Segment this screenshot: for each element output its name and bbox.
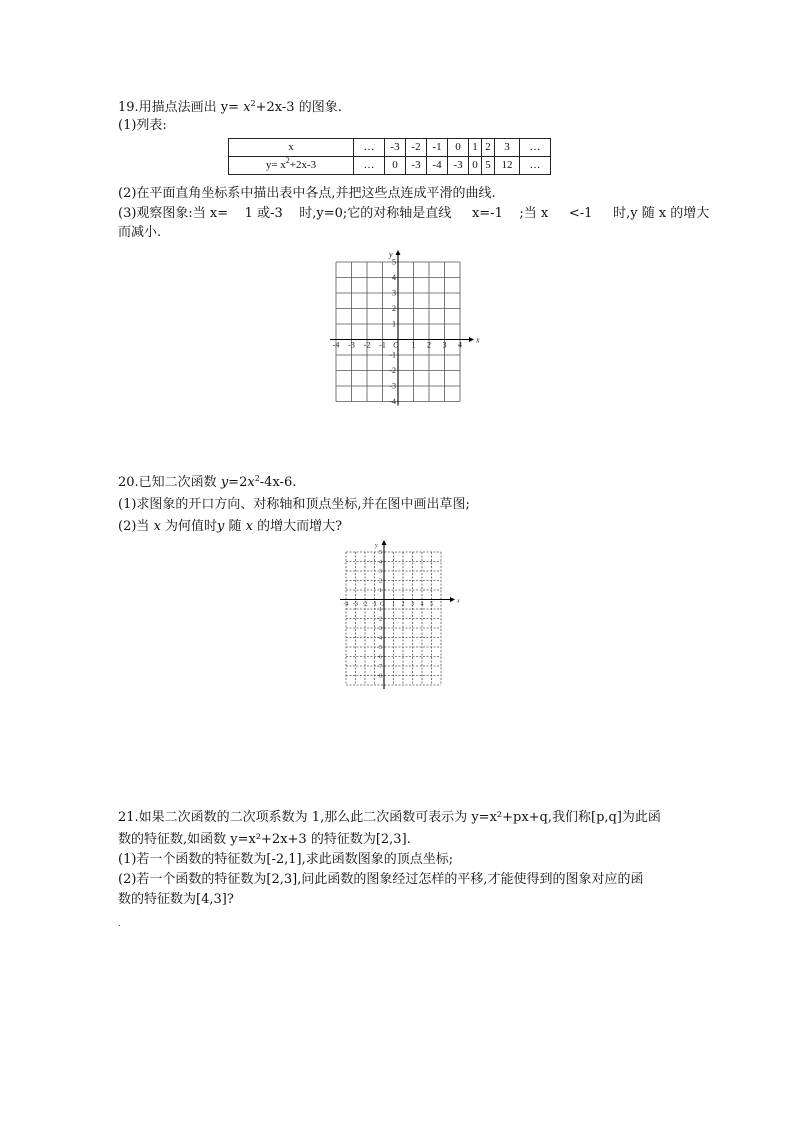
q19-title: 19.用描点法画出 $y= x^2+2x-3$ 的图象. [118, 99, 342, 115]
x-tick-label: 4 [458, 340, 462, 350]
y-tick-label: -1 [389, 350, 396, 360]
q21-line4: (2)若一个函数的特征数为[2,3],问此函数的图象经过怎样的平移,才能使得到的图象对应的函 [118, 872, 644, 887]
y-tick-label: 1 [392, 319, 396, 329]
table-cell: … [520, 157, 551, 175]
table-cell: 3 [495, 139, 520, 157]
table-cell: 5 [482, 157, 495, 175]
table-cell: -4 [427, 157, 448, 175]
y-tick-label: -2 [377, 616, 382, 623]
table-cell: 0 [385, 157, 406, 175]
table-cell: 2 [482, 139, 495, 157]
table-cell: … [354, 157, 385, 175]
x-tick-label: -1 [379, 340, 386, 350]
x-tick-label: 5 [430, 601, 433, 608]
x-tick-label: 1 [392, 601, 395, 608]
y-tick-label: -3 [377, 626, 382, 632]
q19-part3-line2: 而减小. [118, 225, 162, 240]
origin-label: O [393, 340, 399, 350]
y-tick-label: 3 [379, 569, 382, 575]
table-cell: -2 [406, 139, 427, 157]
coordinate-grid-20 [330, 540, 462, 696]
x-tick-label: -2 [362, 601, 368, 608]
table-cell: 1 [469, 139, 482, 157]
y-axis-label: y [389, 250, 393, 259]
table-cell: -3 [406, 157, 427, 175]
table-row-y [229, 157, 551, 175]
x-tick-label: -4 [343, 601, 349, 608]
y-tick-label: -8 [377, 673, 382, 680]
y-tick-label: 3 [392, 288, 396, 298]
y-tick-label: -4 [377, 635, 382, 642]
y-axis-arrow [382, 540, 387, 545]
q19-part3-line1: (3)观察图象:当 x= 1 或-3 时,y=0;它的对称轴是直线 x=-1 ;当 x <-1 时,y 随 x 的增大 [118, 206, 710, 221]
q21-line5: 数的特征数为[4,3]? [118, 892, 234, 907]
y-axis-arrow [396, 250, 401, 255]
q21-line2: 数的特征数,如函数 y=x²+2x+3 的特征数为[2,3]. [118, 832, 411, 847]
x-tick-label: -3 [353, 601, 358, 608]
q20-part1: (1)求图象的开口方向、对称轴和顶点坐标,并在图中画出草图; [118, 497, 470, 512]
x-axis-arrow [450, 597, 455, 602]
x-axis-label: x [476, 335, 480, 345]
table-cell: … [520, 139, 551, 157]
x-tick-label: -2 [363, 340, 371, 350]
x-tick-label: 3 [442, 340, 447, 350]
y-tick-label: -6 [377, 654, 382, 661]
x-tick-label: -1 [372, 601, 377, 608]
x-tick-label: 3 [411, 601, 414, 608]
value-table [228, 138, 551, 175]
x-tick-label: 1 [411, 340, 416, 350]
y-tick-label: -2 [389, 366, 396, 376]
x-tick-label: -4 [332, 340, 340, 350]
x-tick-label: 4 [420, 601, 424, 608]
x-tick-label: -3 [348, 340, 355, 350]
footer-dot: . [118, 919, 121, 928]
table-cell: … [354, 139, 385, 157]
q19-part1: (1)列表: [118, 118, 167, 133]
table-cell: 0 [469, 157, 482, 175]
x-axis-label: x [457, 598, 460, 605]
y-tick-label: 1 [379, 588, 382, 594]
y-tick-label: -5 [377, 645, 382, 651]
q20-part2: (2)当 x 为何值时y 随 x 的增大而增大? [118, 519, 343, 534]
x-tick-label: 2 [427, 340, 431, 350]
q19-part2: (2)在平面直角坐标系中描出表中各点,并把这些点连成平滑的曲线. [118, 186, 496, 201]
table-cell: -1 [427, 139, 448, 157]
x-axis-arrow [469, 337, 474, 342]
table-cell: -3 [385, 139, 406, 157]
y-axis-label: y [375, 543, 378, 549]
y-tick-label: -3 [389, 381, 396, 391]
table-cell: 0 [448, 139, 469, 157]
table-cell: -3 [448, 157, 469, 175]
y-tick-label: 5 [379, 550, 382, 556]
y-tick-label: 2 [379, 578, 382, 585]
y-tick-label: 5 [392, 257, 396, 267]
y-tick-label: -7 [377, 664, 382, 670]
q21-line3: (1)若一个函数的特征数为[-2,1],求此函数图象的顶点坐标; [118, 852, 454, 867]
y-tick-label: 4 [392, 273, 396, 283]
q20-title: 20.已知二次函数 $y=2x^2-4x-6$. [118, 474, 297, 490]
table-row-x [229, 139, 551, 157]
y-tick-label: -1 [377, 607, 382, 613]
table-header-x: x [229, 139, 354, 157]
table-header-y: $y= x^2+2x-3$ [229, 157, 354, 175]
y-tick-label: 2 [392, 304, 396, 314]
origin-label: O [379, 601, 385, 608]
coordinate-grid-19 [318, 244, 478, 410]
x-tick-label: 2 [401, 601, 405, 608]
y-tick-label: -4 [389, 397, 396, 407]
y-tick-label: 4 [379, 559, 382, 566]
table-cell: 12 [495, 157, 520, 175]
q21-line1: 21.如果二次函数的二次项系数为 1,那么此二次函数可表示为 y=x²+px+q,我们称[p,q]为此函 [118, 810, 661, 825]
